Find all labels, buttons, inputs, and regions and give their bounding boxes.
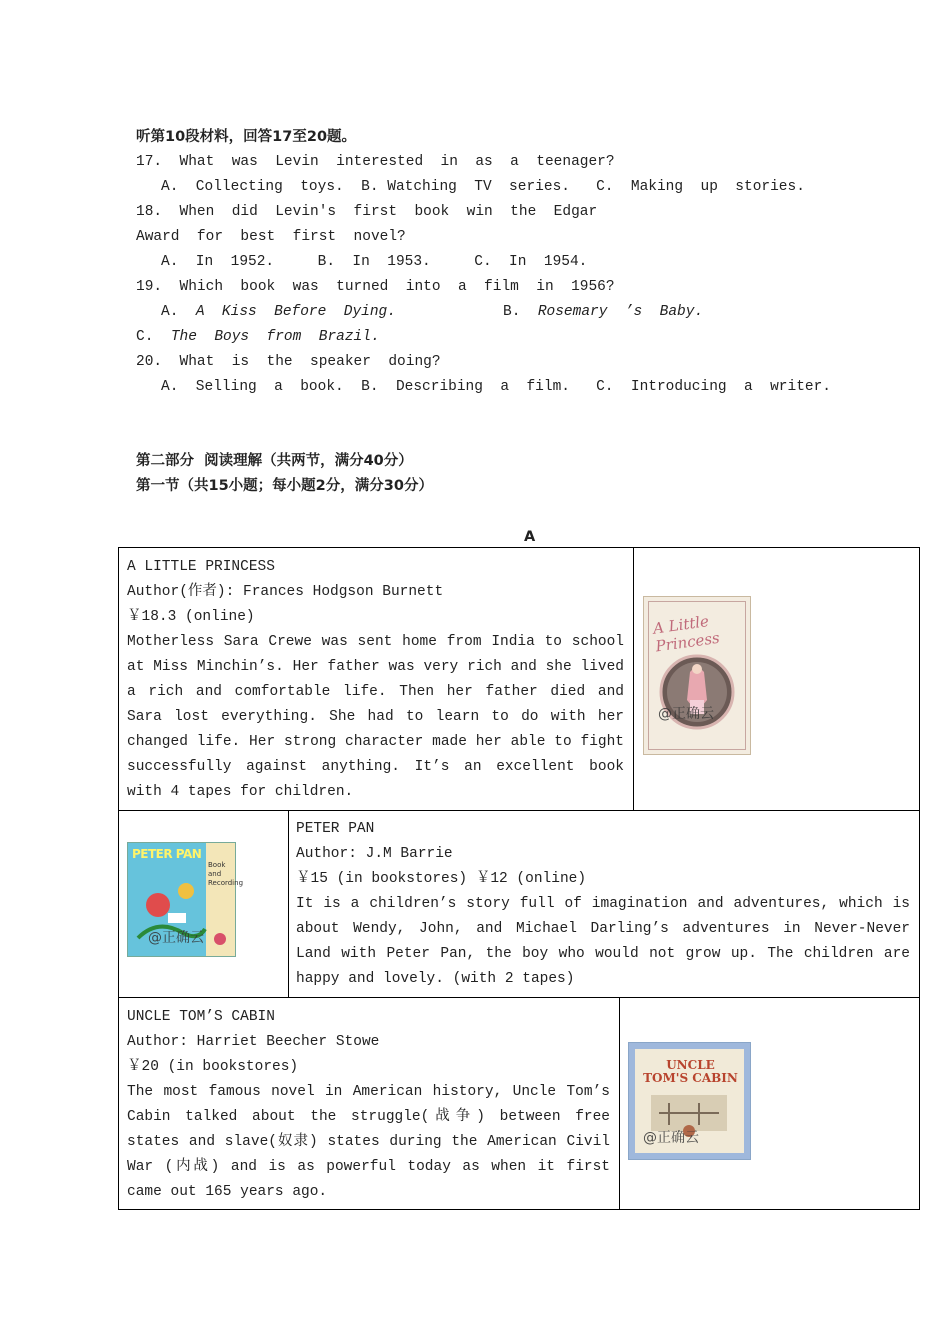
part-heading: 第二部分 阅读理解（共两节，满分40分） [136,453,413,469]
question-18-stem-line1: 18. When did Levin's first book win the Edgar [136,204,598,220]
book-author: Author(作者): Frances Hodgson Burnett [127,584,444,600]
a-little-princess-cover-image [643,596,751,755]
watermark: @正确云 [148,930,204,946]
question-17-options: A. Collecting toys. B. Watching TV series. C. Making up stories. [161,179,805,195]
option-b-title: Rosemary ’s Baby. [537,304,704,320]
option-a-label: A. [161,304,179,320]
book-description: Motherless Sara Crewe was sent home from India to school at Miss Minchin’s. Her father was very rich and she lived a rich and comfortable life. Then her father died and Sara lost everything. She had to learn to do with her changed life. Her strong character made her able to fight successfully against anything. It’s an excellent book with 4 tapes for children. [127,634,624,800]
peter-pan-cover-image [127,842,244,957]
book-3-info [127,1005,610,1205]
question-18-options: A. In 1952. B. In 1953. C. In 1954. [161,254,588,270]
section-heading: 第一节（共15小题；每小题2分，满分30分） [136,478,433,494]
uncle-toms-cabin-cover-image [628,1042,751,1160]
option-a-title: A Kiss Before Dying. [195,304,396,320]
question-17-stem: 17. What was Levin interested in as a teenager? [136,154,615,170]
cover-title: UNCLE TOM'S CABIN [643,1058,738,1085]
book-author: Author: Harriet Beecher Stowe [127,1034,380,1050]
book-2-info [296,817,910,992]
cover-title: PETER PAN [132,847,202,861]
book-description: The most famous novel in American history, Uncle Tom’s Cabin talked about the struggle(战争) between free states and slave(奴隶) states during the American Civil War (内战) and is as powerful today as when it first came out 165 years ago. [127,1084,610,1200]
question-20-stem: 20. What is the speaker doing? [136,354,441,370]
cover-side-text: Book and Recording [208,861,244,887]
listening-heading: 听第10段材料，回答17至20题。 [136,129,357,145]
book-title: UNCLE TOM’S CABIN [127,1009,275,1025]
question-19-option-a [161,302,396,322]
book-author: Author: J.M Barrie [296,846,453,862]
question-20-options: A. Selling a book. B. Describing a film. C. Introducing a writer. [161,379,832,395]
book-title: A LITTLE PRINCESS [127,559,275,575]
book-description: It is a children’s story full of imagination and adventures, which is about Wendy, John, and Michael Darling’s adventures in Never-Never Land with Peter Pan, the boy who would not grow up. The children are happy and lovely. (with 2 tapes) [296,896,910,987]
book-1-info [127,555,624,805]
book-title: PETER PAN [296,821,375,837]
passage-label: A [524,529,536,545]
question-19-option-b [503,302,703,322]
watermark: @正确云 [658,706,714,722]
book-price: ￥18.3 (online) [127,609,255,625]
option-c-title: The Boys from Brazil. [170,329,380,345]
option-b-label: B. [503,304,521,320]
book-price: ￥20 (in bookstores) [127,1059,299,1075]
cover-title: A Little Princess [651,612,721,656]
option-c-label: C. [136,329,154,345]
question-19-option-c [136,327,380,347]
question-19-stem: 19. Which book was turned into a film in 1956? [136,279,615,295]
watermark: @正确云 [643,1130,699,1146]
book-price: ￥15 (in bookstores) ￥12 (online) [296,871,587,887]
question-18-stem-line2: Award for best first novel? [136,229,406,245]
